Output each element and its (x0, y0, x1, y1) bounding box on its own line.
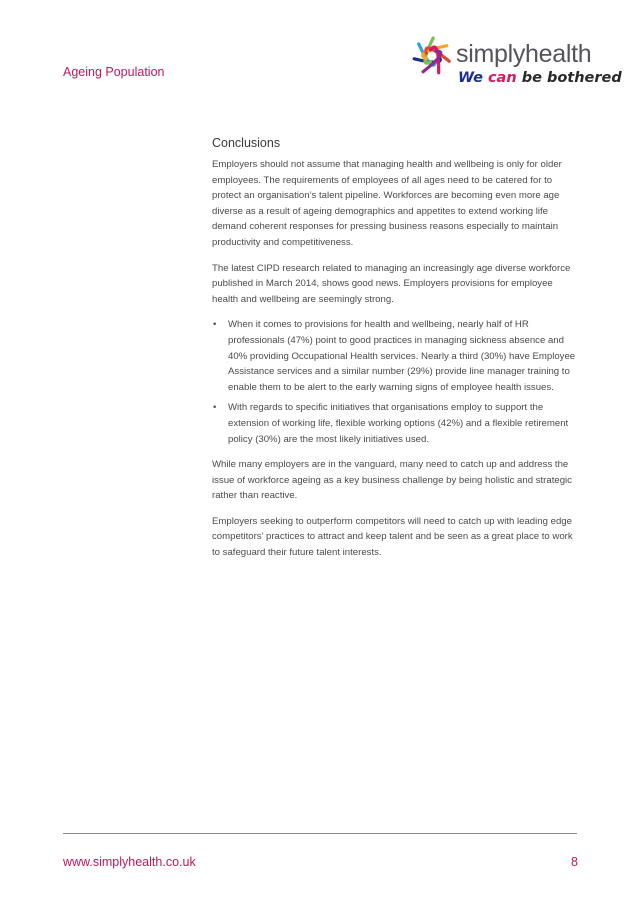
vanguard-paragraph: While many employers are in the vanguard, many need to catch up and address the issue of workforce ageing as a key business challenge by being holistic and strategic rather than reactive. (212, 459, 572, 502)
section-title: Ageing Population (63, 65, 165, 79)
bullet-text: When it comes to provisions for health and wellbeing, nearly half of HR professionals (47%) point to good practices in managing sickness absence and 40% providing Occupational Health services. Nearly a third (30%) have Employee Assistance services and a similar number (29%) provide line manager training to enable them to be alert to the early warning signs of employee health issues. (228, 319, 576, 393)
bullet-icon: • (213, 402, 217, 414)
bullet-icon: • (213, 319, 217, 331)
page-number: 8 (571, 855, 578, 869)
findings-list (212, 317, 576, 447)
simplyhealth-logo (406, 30, 622, 90)
cipd-paragraph: The latest CIPD research related to managing an increasingly age diverse workforce published in March 2014, shows good news. Employers provisions for employee health and wellbeing are seemingly strong. (212, 262, 571, 305)
logo-tagline (458, 70, 622, 86)
list-item (212, 317, 576, 395)
conclusions-heading: Conclusions (212, 136, 281, 150)
competitors-paragraph: Employers seeking to outperform competitors will need to catch up with leading edge competitors’ practices to attract and keep talent and be seen as a great place to work to safeguard their future talent interests. (212, 515, 573, 559)
main-content (212, 136, 576, 571)
tagline-we: We (458, 70, 488, 86)
bullet-text: With regards to specific initiatives that organisations employ to support the extension of working life, flexible working options (42%) and a flexible retirement policy (30%) are the most likely initiatives used. (228, 402, 569, 445)
swirl-logo-icon (406, 30, 458, 82)
tagline-rest: be bothered (516, 70, 622, 86)
logo-name: simplyhealth (456, 40, 592, 68)
footer-website-link[interactable]: www.simplyhealth.co.uk (63, 855, 196, 869)
tagline-can: can (487, 70, 517, 86)
footer-divider (63, 833, 577, 834)
list-item (212, 400, 576, 447)
intro-paragraph: Employers should not assume that managing health and wellbeing is only for older employees. The requirements of employees of all ages need to be catered for to protect an organisation’s talent pipeline. Workforces are becoming even more age diverse as a result of ageing demographics and appetites to extend working life demand coherent responses for pressing business reasons especially to maintain productivity and competitiveness. (212, 159, 562, 248)
